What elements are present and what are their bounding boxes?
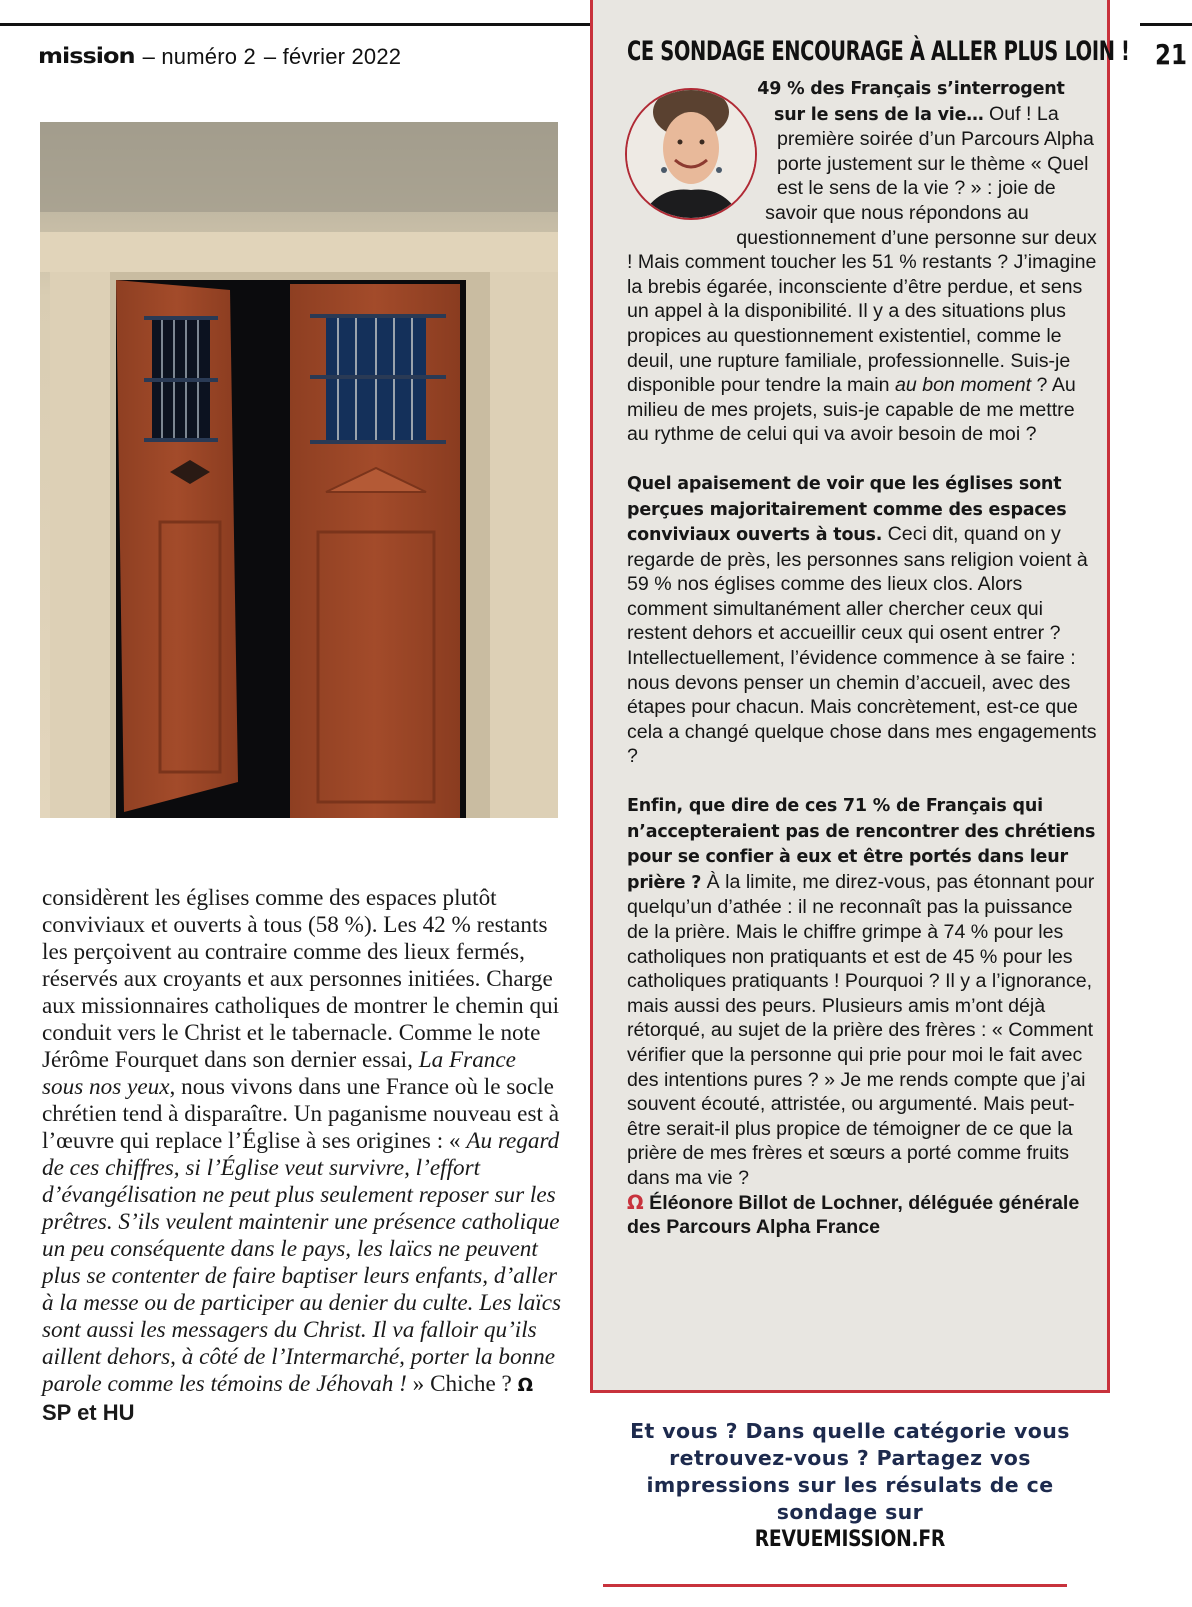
page-number: 21 xyxy=(1155,38,1187,71)
call-to-action xyxy=(595,1418,1105,1553)
end-mark-icon: Ω xyxy=(517,1375,533,1396)
book-title: La France sous nos yeux xyxy=(42,1047,516,1100)
door-illustration xyxy=(40,122,558,818)
header-rule xyxy=(0,23,592,26)
website-link[interactable]: REVUEMISSION.FR xyxy=(754,1527,946,1552)
article-signature: SP et HU xyxy=(42,1400,135,1425)
issue-number: – numéro 2 xyxy=(142,44,256,69)
magazine-logo: mission xyxy=(38,43,135,69)
cta-text: Et vous ? Dans quelle catégorie vous retrouvez-vous ? Partagez vos impressions sur les résulats de ce sondage sur xyxy=(630,1419,1070,1524)
quotation: Au regard de ces chiffres, si l’Église veut survivre, l’effort d’évangélisation ne peut plus seulement reposer sur les prêtres. S’ils veulent maintenir une présence catholique un peu conséquente dans le pays, les laïcs ne peuvent plus se contenter de faire baptiser leurs enfants, d’aller à la messe ou de participer au denier du culte. Les laïcs sont aussi les messagers du Christ. Il va falloir qu’ils aillent dehors, à côté de l’Intermarché, porter la bonne parole comme les témoins de Jéhovah ! xyxy=(42,1128,562,1397)
sidebar-paragraph-1: 49 % des Français s’interrogent sur le sens de la vie… Ouf ! La première soirée d’un Parcours Alpha porte justement sur le thème « Quel est le sens de la vie ? » : joie de savoir que nous répondons au questionnement d’une personne sur deux ! Mais comment toucher les 51 % restants ? J’imagine la brebis égarée, inconsciente d’être perdue, et sens un appel à la disponibilité. Il y a des situations plus propices au questionnement existentiel, comme le deuil, une rupture familiale, professionnelle. Suis-je disponible pour tendre la main au bon moment ? Au milieu de mes projets, suis-je capable de me mettre au rythme de celui qui va avoir besoin de moi ? xyxy=(627,79,1097,446)
header-rule-right xyxy=(1140,23,1192,26)
sidebar-box xyxy=(590,0,1130,1393)
sidebar-title: CE SONDAGE ENCOURAGE À ALLER PLUS LOIN ! xyxy=(627,36,1130,67)
end-mark-icon: Ω xyxy=(627,1190,644,1214)
article-body xyxy=(42,885,562,1427)
sidebar-paragraph-2: Quel apaisement de voir que les églises sont perçues majoritairement comme des espaces conviviaux ouverts à tous. Ceci dit, quand on y regarde de près, les personnes sans religion voient à 59 % nos églises comme des lieux clos. Alors comment simultanément aller chercher ceux qui restent dehors et accueillir ceux qui osent entrer ? Intellectuellement, l’évidence commence à se faire : nous devons penser un chemin d’accueil, avec des étapes pour chacun. Mais concrètement, est-ce que cela a changé quelque chose dans mes engagements ? xyxy=(627,473,1097,768)
article-paragraph: considèrent les églises comme des espaces plutôt conviviaux et ouverts à tous (58 %). Les 42 % restants les perçoivent au contraire comme des lieux fermés, réservés aux croyants et aux personnes initiées. Charge aux missionnaires catholiques de montrer le chemin qui conduit vers le Christ et le tabernacle. Comme le note Jérôme Fourquet dans son dernier essai, La France sous nos yeux, nous vivons dans une France où le socle chrétien tend à disparaître. Un paganisme nouveau est à l’œuvre qui replace l’Église à ses origines : « Au regard de ces chiffres, si l’Église veut survivre, l’effort d’évangélisation ne peut plus seulement reposer sur les prêtres. S’ils veulent maintenir une présence catholique un peu conséquente dans le pays, les laïcs ne peuvent plus se contenter de faire baptiser leurs enfants, d’aller à la messe ou de participer au denier du culte. Les laïcs sont aussi les messagers du Christ. Il va falloir qu’ils aillent dehors, à côté de l’Intermarché, porter la bonne parole comme les témoins de Jéhovah ! » Chiche ? Ω SP et HU xyxy=(42,885,562,1425)
sidebar-paragraph-3: Enfin, que dire de ces 71 % de Français qui n’accepteraient pas de rencontrer des chrétiens pour se confier à eux et être portés dans leur prière ? À la limite, me direz-vous, pas étonnant pour quelqu’un d’athée : il ne reconnaît pas la puissance de la prière. Mais le chiffre grimpe à 74 % pour les catholiques non pratiquants et est de 45 % pour les catholiques pratiquants ! Pourquoi ? Il y a l’ignorance, mais aussi des peurs. Plusieurs amis m’ont déjà rétorqué, au sujet de la prière des frères : « Comment vérifier que la personne qui prie pour moi le fait avec des intentions pures ? » Je me rends compte que j’ai souvent écouté, attristée, ou argumenté. Mais peut-être serait-il plus propice de témoigner de ce que la prière de mes frères et sœurs a porté comme fruits dans ma vie ? Ω Éléonore Billot de Lochner, déléguée générale des Parcours Alpha France xyxy=(627,796,1096,1239)
issue-date: – février 2022 xyxy=(263,44,402,69)
church-door-photo xyxy=(40,122,558,818)
bottom-rule xyxy=(603,1584,1067,1587)
sidebar-signature: Éléonore Billot de Lochner, déléguée générale des Parcours Alpha France xyxy=(627,1191,1080,1239)
sidebar-text xyxy=(627,76,1097,1264)
folio xyxy=(38,42,401,70)
